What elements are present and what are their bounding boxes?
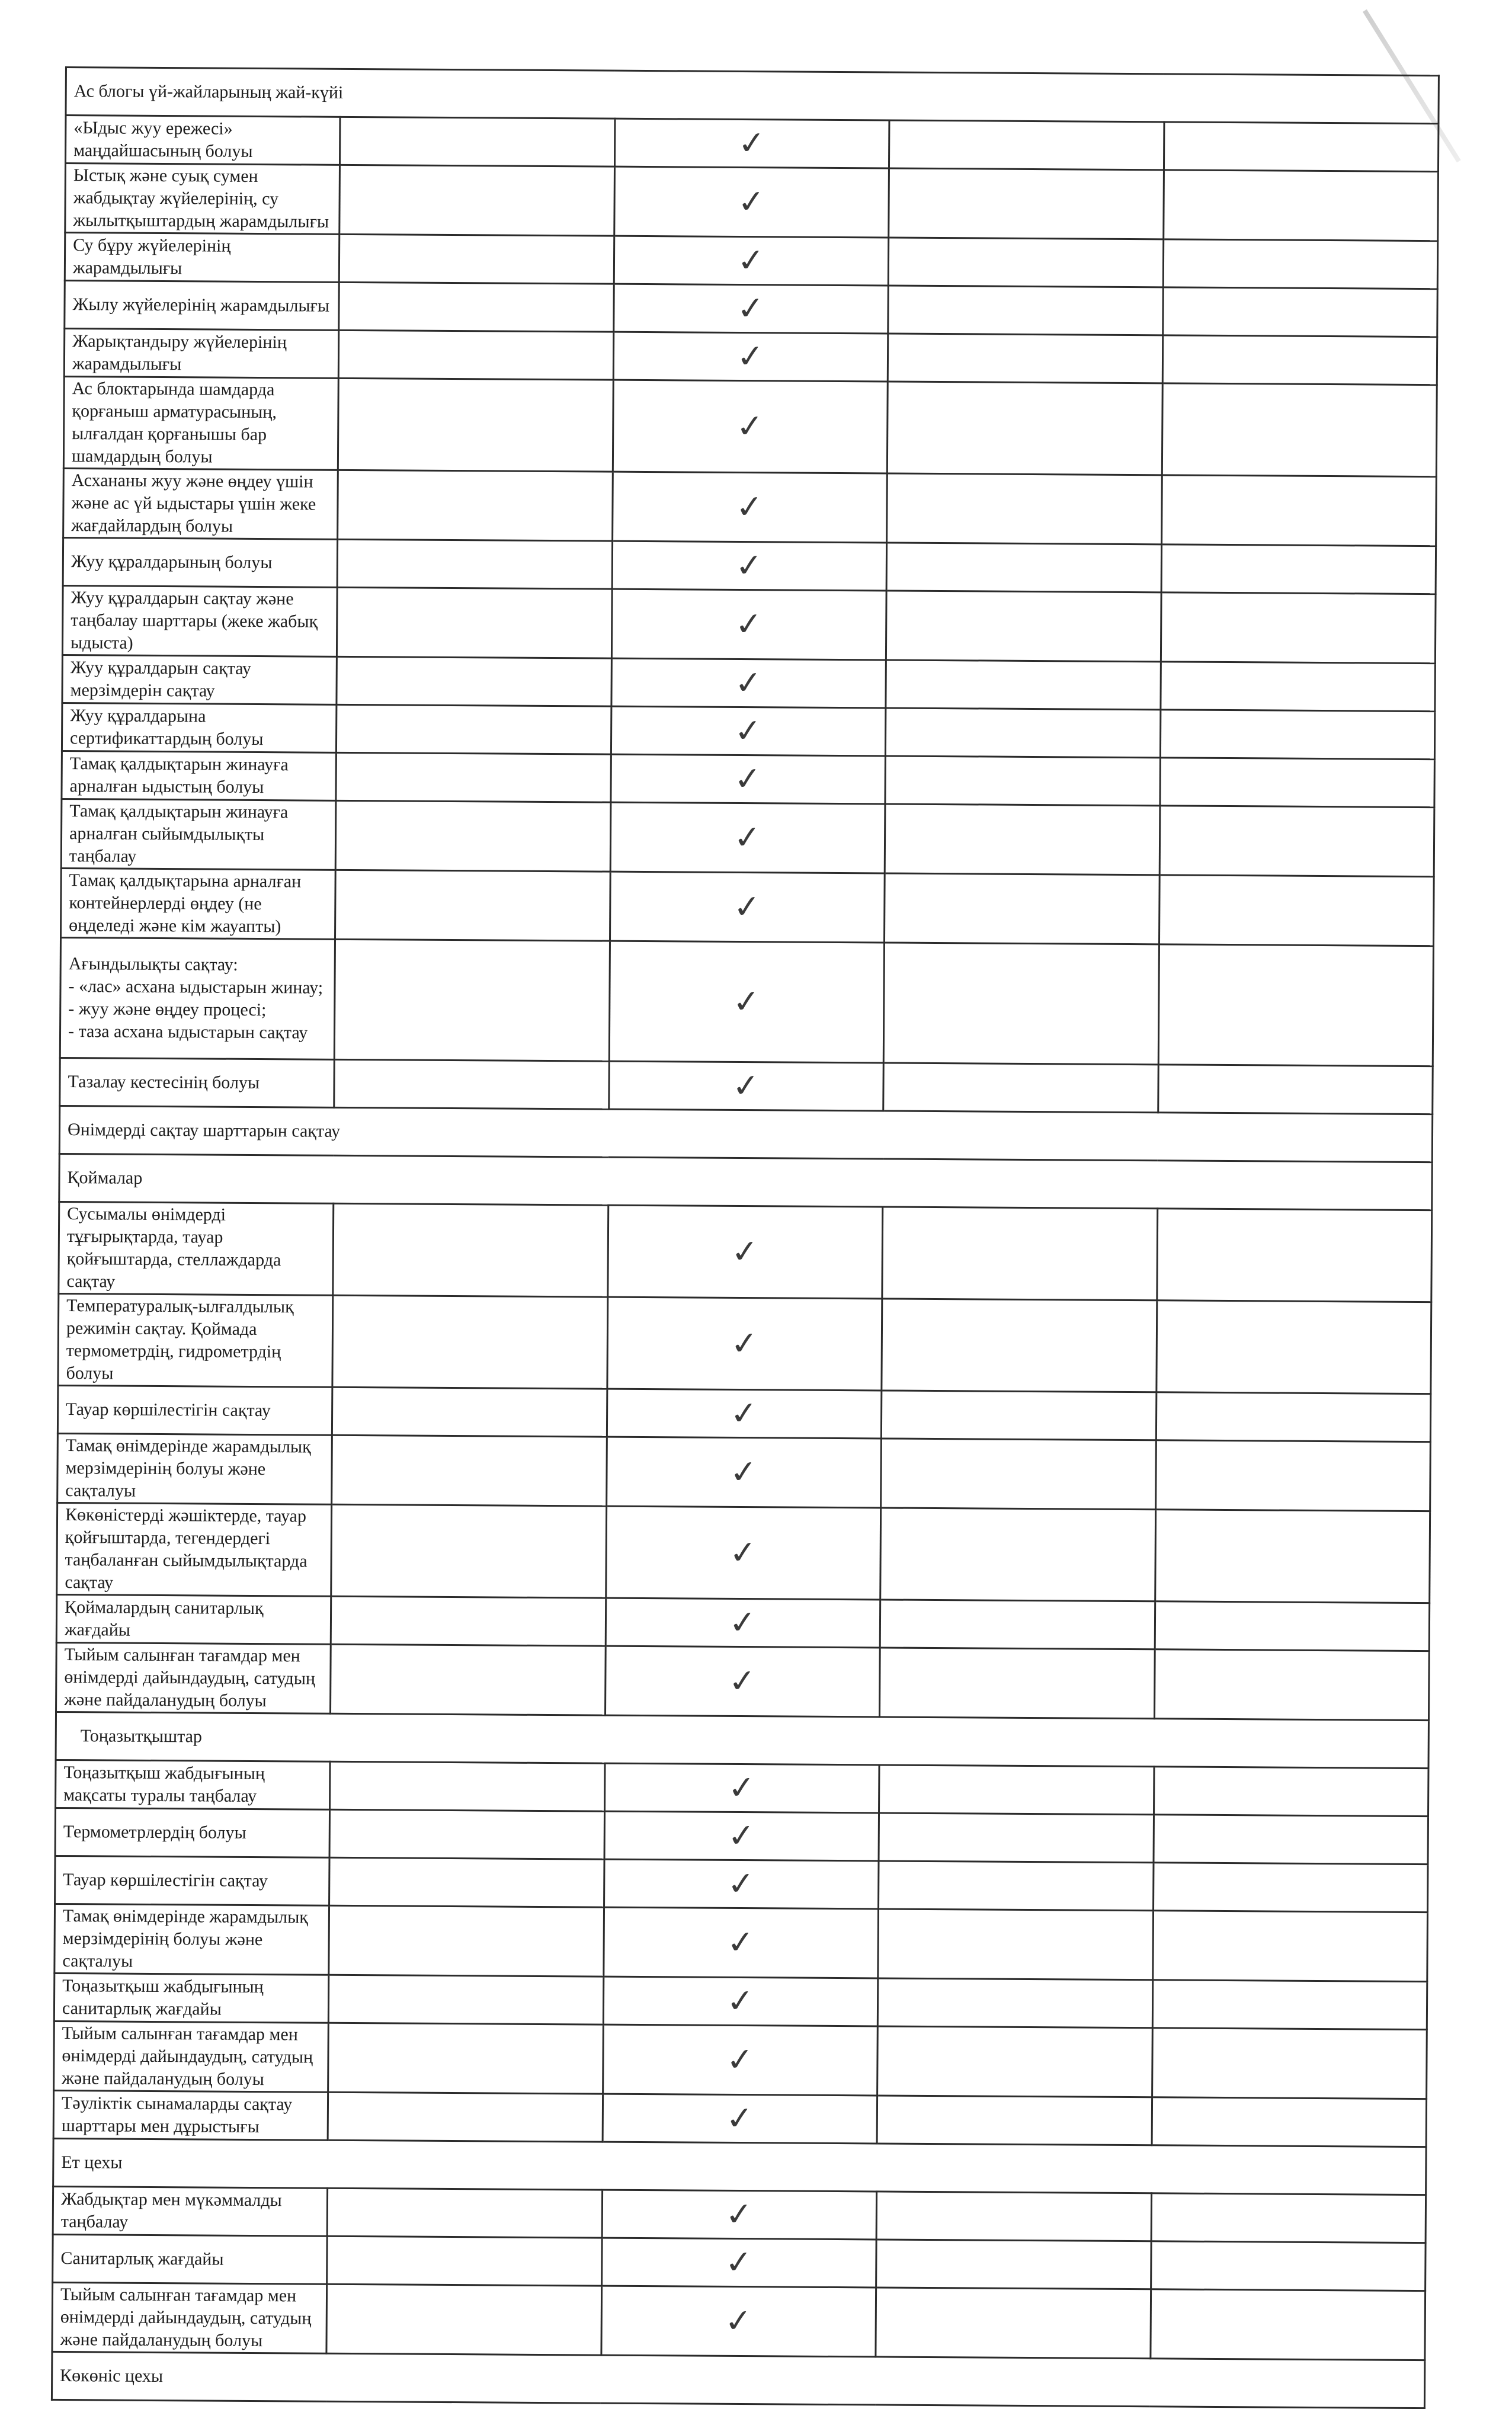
answer-cell-2: [612, 541, 887, 591]
check-mark-icon: ✓: [734, 407, 767, 446]
answer-cell-3: [888, 382, 1162, 475]
check-mark-icon: ✓: [725, 1923, 757, 1962]
answer-cell-1: [326, 2284, 601, 2355]
answer-cell-3: [883, 943, 1159, 1065]
check-mark-icon: ✓: [736, 124, 768, 162]
checklist-row: [54, 1973, 1427, 2029]
answer-cell-4: [1162, 383, 1437, 477]
checklist-row: [62, 655, 1435, 711]
answer-cell-1: [327, 2236, 602, 2286]
answer-cell-4: [1153, 1863, 1428, 1913]
answer-cell-1: [339, 282, 614, 332]
answer-cell-4: [1152, 1980, 1427, 2030]
checklist-row: [57, 1385, 1430, 1441]
answer-cell-2: [603, 1976, 878, 2026]
answer-cell-4: [1152, 2097, 1427, 2147]
section-header-row: [53, 2138, 1426, 2195]
check-mark-icon: ✓: [722, 2302, 755, 2340]
section-header-row: [52, 2352, 1424, 2408]
answer-cell-3: [888, 286, 1163, 335]
checklist-row: [63, 376, 1437, 476]
answer-cell-1: [329, 1857, 604, 1907]
answer-cell-1: [328, 2023, 603, 2094]
criterion-label: Температуралық-ылғалдылық режимін сақтау. Қоймада термометрдің, гидрометрдің болуы: [58, 1293, 333, 1387]
checklist-row: [53, 2186, 1425, 2243]
check-mark-icon: ✓: [728, 1394, 760, 1433]
answer-cell-2: [611, 754, 886, 804]
checklist-row: [60, 1058, 1433, 1114]
answer-cell-4: [1156, 1392, 1431, 1442]
checklist-row: [63, 468, 1437, 546]
checklist-sheet: [51, 66, 1440, 2409]
answer-cell-4: [1159, 806, 1434, 877]
criterion-label: Тамақ өнімдерінде жарамдылық мерзімдерінің болуы және сақталуы: [57, 1433, 332, 1504]
answer-cell-4: [1155, 1440, 1430, 1511]
criterion-label: Тамақ қалдықтарын жинауға арналған ыдыстың болуы: [62, 751, 337, 800]
checklist-row: [65, 164, 1439, 241]
check-mark-icon: ✓: [729, 1324, 761, 1363]
answer-cell-4: [1155, 1601, 1430, 1651]
answer-cell-3: [882, 1391, 1157, 1440]
answer-cell-4: [1163, 170, 1438, 241]
criterion-label: Санитарлық жағдайы: [53, 2234, 328, 2284]
answer-cell-4: [1161, 592, 1436, 664]
checklist-row: [61, 868, 1434, 946]
check-mark-icon: ✓: [729, 1232, 761, 1271]
section-title: Ас блогы үй-жайларының жай-күйі: [66, 68, 1439, 124]
check-mark-icon: ✓: [728, 1453, 760, 1491]
answer-cell-2: [612, 472, 887, 543]
checklist-row: [66, 116, 1439, 172]
criterion-label: Жабдықтар мен мүкәммалды таңбалау: [53, 2186, 328, 2236]
section-title: Тоңазытқыштар: [56, 1712, 1428, 1768]
answer-cell-3: [887, 473, 1162, 544]
criterion-label: Тыйым салынған тағамдар мен өнімдерді дайындаудың, сатудың және пайдаланудың болуы: [56, 1642, 331, 1713]
criterion-label: Жылу жүйелерінің жарамдылығы: [65, 281, 339, 331]
answer-cell-1: [332, 1295, 607, 1389]
criterion-label: Тауар көршілестігін сақтау: [55, 1856, 330, 1905]
answer-cell-3: [878, 1909, 1153, 1980]
answer-cell-2: [611, 589, 886, 660]
answer-cell-1: [337, 704, 611, 754]
check-mark-icon: ✓: [731, 888, 764, 926]
check-mark-icon: ✓: [723, 2243, 755, 2282]
checklist-row: [65, 233, 1437, 289]
answer-cell-4: [1154, 1767, 1428, 1817]
answer-cell-1: [336, 752, 611, 802]
checklist-row: [62, 703, 1434, 759]
answer-cell-4: [1158, 944, 1434, 1066]
checklist-row: [56, 1642, 1430, 1720]
answer-cell-4: [1156, 1300, 1431, 1394]
check-mark-icon: ✓: [727, 1603, 759, 1642]
criterion-line: Ағындылықты сақтау:: [68, 954, 238, 975]
criterion-label: Тәуліктік сынамаларды сақтау шарттары мен дұрыстығы: [53, 2090, 328, 2140]
answer-cell-1: [328, 2092, 603, 2142]
checklist-row: [57, 1503, 1430, 1603]
checklist-row: [62, 751, 1434, 807]
answer-cell-4: [1154, 1815, 1428, 1865]
criterion-label: Қоймалардың санитарлық жағдайы: [56, 1594, 331, 1644]
answer-cell-1: [329, 1975, 604, 2024]
checklist-row: [59, 1202, 1432, 1302]
criterion-label: Тауар көршілестігін сақтау: [57, 1385, 332, 1435]
answer-cell-4: [1159, 875, 1434, 946]
check-mark-icon: ✓: [735, 182, 768, 221]
answer-cell-2: [611, 706, 886, 756]
answer-cell-2: [609, 941, 885, 1063]
checklist-row: [55, 1808, 1428, 1864]
answer-cell-2: [614, 118, 889, 168]
answer-cell-3: [882, 1207, 1157, 1300]
answer-cell-2: [607, 1297, 882, 1391]
answer-cell-3: [876, 2192, 1151, 2241]
answer-cell-1: [329, 1809, 604, 1859]
answer-cell-4: [1155, 1510, 1430, 1603]
section-header-row: [66, 68, 1439, 124]
checklist-row: [54, 2021, 1427, 2099]
answer-cell-4: [1157, 1209, 1431, 1302]
criterion-label: Ас блоктарында шамдарда қорғаныш арматурасының, ылғалдан қорғанышы бар шамдардың болуы: [63, 376, 338, 470]
section-title: Өнімдерді сақтау шарттарын сақтау: [59, 1106, 1432, 1162]
answer-cell-2: [610, 802, 885, 873]
answer-cell-3: [886, 660, 1161, 710]
answer-cell-4: [1151, 2241, 1425, 2291]
answer-cell-1: [333, 1203, 608, 1297]
section-title: Қоймалар: [59, 1154, 1432, 1210]
answer-cell-1: [339, 330, 614, 380]
checklist-row: [55, 1904, 1428, 1981]
check-mark-icon: ✓: [733, 488, 766, 526]
answer-cell-1: [336, 800, 611, 872]
answer-cell-3: [880, 1508, 1155, 1601]
answer-cell-4: [1163, 239, 1438, 289]
criterion-line: - жуу және өңдеу процесі;: [68, 999, 267, 1020]
checklist-table: [51, 66, 1440, 2409]
answer-cell-4: [1152, 2028, 1427, 2099]
answer-cell-2: [611, 658, 886, 708]
answer-cell-3: [889, 168, 1164, 239]
checklist-row: [62, 585, 1436, 663]
answer-cell-4: [1151, 2193, 1426, 2243]
answer-cell-1: [335, 939, 610, 1061]
answer-cell-4: [1161, 544, 1436, 594]
checklist-row: [63, 537, 1436, 594]
answer-cell-3: [877, 2096, 1152, 2145]
answer-cell-4: [1160, 710, 1435, 760]
criterion-label: Жуу құралдарының болуы: [63, 537, 338, 587]
checklist-row: [61, 799, 1434, 876]
answer-cell-2: [605, 1646, 880, 1717]
answer-cell-2: [614, 236, 889, 286]
checklist-row: [56, 1594, 1429, 1651]
answer-cell-2: [610, 872, 885, 943]
answer-cell-2: [606, 1506, 881, 1600]
check-mark-icon: ✓: [732, 760, 764, 798]
check-mark-icon: ✓: [724, 2040, 757, 2079]
answer-cell-4: [1162, 287, 1437, 337]
section-title: Көкөніс цехы: [52, 2352, 1424, 2408]
answer-cell-2: [603, 2094, 877, 2144]
criterion-label: Көкөністерді жәшіктерде, тауар қойғыштарда, тегендердегі таңбаланған сыйымдылықтарда сақтау: [57, 1503, 332, 1596]
section-header-row: [56, 1712, 1428, 1768]
criterion-label: Термометрлердің болуы: [55, 1808, 330, 1857]
answer-cell-2: [613, 332, 888, 382]
answer-cell-4: [1161, 475, 1436, 546]
check-mark-icon: ✓: [733, 546, 765, 585]
answer-cell-2: [602, 2190, 877, 2240]
section-header-row: [59, 1106, 1432, 1162]
answer-cell-3: [888, 334, 1162, 383]
answer-cell-3: [883, 1063, 1158, 1113]
answer-cell-3: [879, 1765, 1154, 1815]
criterion-label: Жуу құралдарына сертификаттардың болуы: [62, 703, 337, 752]
checklist-row: [65, 281, 1437, 337]
check-mark-icon: ✓: [730, 1066, 763, 1105]
answer-cell-2: [606, 1437, 881, 1508]
criterion-line: - «лас» асхана ыдыстарын жинау;: [68, 976, 323, 998]
check-mark-icon: ✓: [725, 1982, 757, 2020]
answer-cell-2: [604, 1907, 879, 1978]
answer-cell-2: [609, 1061, 884, 1111]
answer-cell-2: [601, 2286, 876, 2357]
answer-cell-3: [879, 1813, 1154, 1863]
criterion-label: Су бұру жүйелерінің жарамдылығы: [65, 233, 339, 283]
check-mark-icon: ✓: [732, 664, 765, 702]
answer-cell-1: [338, 470, 613, 541]
check-mark-icon: ✓: [733, 605, 765, 643]
answer-cell-1: [330, 1761, 605, 1811]
checklist-row: [52, 2282, 1425, 2360]
answer-cell-3: [886, 591, 1161, 662]
criterion-label: Ыстық және суық сумен жабдықтау жүйелерінің, су жылытқыштардың жарамдылығы: [65, 164, 340, 235]
answer-cell-3: [881, 1439, 1156, 1510]
answer-cell-1: [331, 1596, 606, 1646]
check-mark-icon: ✓: [723, 2195, 755, 2234]
answer-cell-4: [1158, 1065, 1433, 1114]
criterion-label: Тыйым салынған тағамдар мен өнімдерді дайындаудың, сатудың және пайдаланудың болуы: [52, 2282, 327, 2353]
checklist-row: [57, 1433, 1431, 1511]
criterion-label: Тазалау кестесінің болуы: [60, 1058, 335, 1107]
criterion-label: Тамақ өнімдерінде жарамдылық мерзімдерінің болуы және сақталуы: [55, 1904, 329, 1975]
answer-cell-4: [1159, 758, 1434, 808]
answer-cell-1: [339, 165, 614, 236]
criterion-label: Тоңазытқыш жабдығының мақсаты туралы таңбалау: [56, 1760, 331, 1809]
answer-cell-2: [614, 284, 889, 334]
answer-cell-2: [603, 2024, 877, 2096]
check-mark-icon: ✓: [731, 982, 763, 1021]
answer-cell-3: [880, 1600, 1155, 1649]
answer-cell-1: [337, 587, 612, 658]
check-mark-icon: ✓: [726, 1769, 758, 1807]
answer-cell-3: [889, 120, 1164, 170]
answer-cell-1: [331, 1504, 606, 1598]
check-mark-icon: ✓: [732, 818, 764, 857]
checklist-row: [60, 937, 1433, 1066]
checklist-row: [53, 2090, 1426, 2147]
answer-cell-2: [604, 1811, 879, 1861]
answer-cell-2: [614, 166, 889, 238]
answer-cell-1: [338, 378, 613, 472]
criterion-label: [60, 937, 335, 1059]
answer-cell-1: [339, 234, 614, 284]
answer-cell-3: [882, 1299, 1157, 1392]
answer-cell-2: [613, 380, 888, 473]
checklist-row: [56, 1760, 1428, 1816]
section-title: Ет цехы: [53, 2138, 1426, 2195]
answer-cell-4: [1164, 122, 1439, 172]
answer-cell-2: [604, 1763, 879, 1813]
answer-cell-4: [1162, 335, 1437, 385]
answer-cell-2: [606, 1598, 880, 1648]
answer-cell-1: [338, 539, 613, 589]
answer-cell-1: [340, 117, 615, 166]
answer-cell-2: [604, 1859, 879, 1909]
criterion-label: Жуу құралдарын сақтау мерзімдерін сақтау: [62, 655, 337, 704]
answer-cell-4: [1160, 662, 1435, 712]
answer-cell-1: [337, 656, 611, 706]
checklist-row: [58, 1293, 1431, 1393]
answer-cell-4: [1150, 2289, 1425, 2360]
criterion-label: Сусымалы өнімдерді тұғырықтарда, тауар қойғыштарда, стеллаждарда сақтау: [59, 1202, 334, 1295]
answer-cell-1: [332, 1435, 607, 1506]
criterion-label: Жуу құралдарын сақтау және таңбалау шарттары (жеке жабық ыдыста): [62, 585, 337, 656]
answer-cell-2: [607, 1389, 882, 1439]
answer-cell-4: [1152, 1911, 1427, 1982]
answer-cell-3: [885, 804, 1159, 875]
checklist-row: [55, 1856, 1428, 1912]
answer-cell-3: [876, 2288, 1151, 2359]
answer-cell-1: [334, 1059, 609, 1109]
check-mark-icon: ✓: [727, 1533, 760, 1572]
answer-cell-1: [335, 870, 610, 941]
answer-cell-3: [876, 2240, 1151, 2289]
section-header-row: [59, 1154, 1432, 1210]
check-mark-icon: ✓: [724, 2099, 756, 2138]
criterion-label: Тоңазытқыш жабдығының санитарлық жағдайы: [54, 1973, 329, 2023]
answer-cell-2: [608, 1205, 883, 1299]
checklist-row: [53, 2234, 1425, 2291]
check-mark-icon: ✓: [735, 241, 767, 280]
check-mark-icon: ✓: [725, 1817, 758, 1855]
check-mark-icon: ✓: [735, 289, 767, 328]
answer-cell-3: [885, 756, 1160, 806]
criterion-label: «Ыдыс жуу ережесі» маңдайшасының болуы: [66, 116, 341, 165]
checklist-row: [64, 329, 1437, 385]
criterion-line: - таза асхана ыдыстарын сақтау: [68, 1021, 308, 1043]
check-mark-icon: ✓: [735, 337, 767, 376]
check-mark-icon: ✓: [725, 1865, 758, 1903]
answer-cell-3: [880, 1648, 1155, 1719]
criterion-label: Жарықтандыру жүйелерінің жарамдылығы: [64, 329, 339, 379]
answer-cell-3: [886, 543, 1161, 592]
answer-cell-3: [886, 708, 1161, 758]
check-mark-icon: ✓: [726, 1662, 759, 1700]
check-mark-icon: ✓: [732, 712, 764, 750]
answer-cell-3: [877, 1978, 1152, 2028]
criterion-label: Асхананы жуу және өңдеу үшін және ас үй ыдыстары үшін жеке жағдайлардың болуы: [63, 468, 338, 539]
answer-cell-1: [328, 2188, 603, 2238]
answer-cell-3: [885, 873, 1159, 944]
answer-cell-3: [879, 1861, 1154, 1911]
answer-cell-3: [877, 2026, 1152, 2097]
criterion-label: Тамақ қалдықтарына арналған контейнерлерді өңдеу (не өңделеді және кім жауапты): [61, 868, 336, 939]
answer-cell-1: [329, 1905, 604, 1976]
answer-cell-2: [601, 2238, 876, 2288]
answer-cell-1: [331, 1644, 606, 1715]
answer-cell-4: [1154, 1649, 1429, 1721]
answer-cell-1: [332, 1387, 607, 1437]
answer-cell-3: [888, 238, 1163, 287]
criterion-label: Тамақ қалдықтарын жинауға арналған сыйымдылықты таңбалау: [61, 799, 336, 870]
criterion-label: Тыйым салынған тағамдар мен өнімдерді дайындаудың, сатудың және пайдаланудың болуы: [54, 2021, 329, 2092]
